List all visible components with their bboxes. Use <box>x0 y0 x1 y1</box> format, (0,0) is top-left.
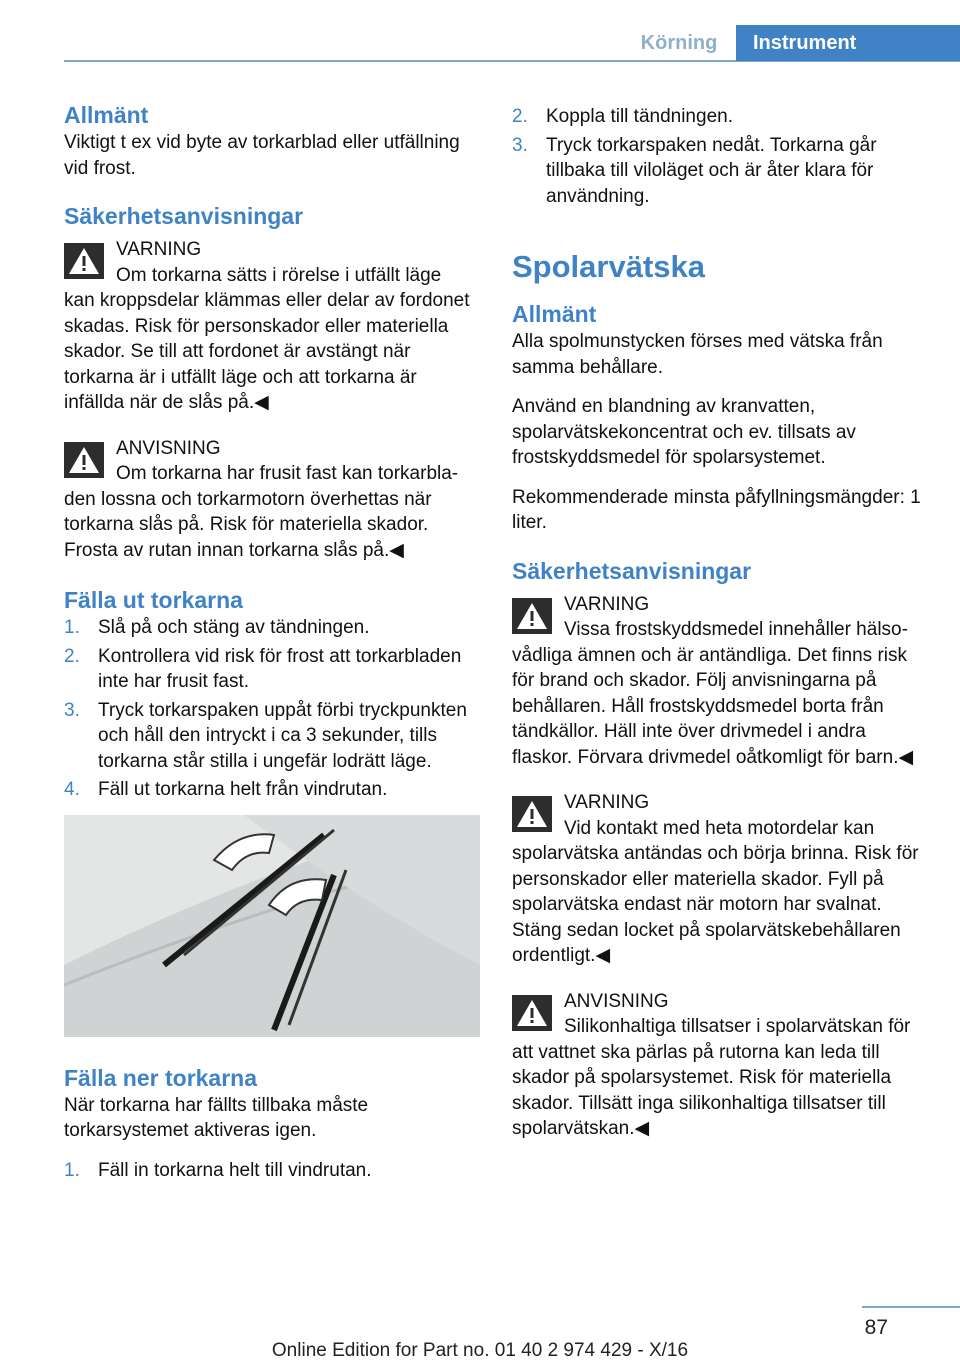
list-item: 1. Fäll in torkarna helt till vindrutan. <box>64 1159 372 1181</box>
warning-first-line: Vissa frostskyddsmedel innehåller hälso- <box>564 619 908 640</box>
warning-title: VARNING <box>564 792 650 813</box>
edition-footer: Online Edition for Part no. 01 40 2 974 429 - X/16 <box>271 1340 689 1361</box>
notice-title: ANVISNING <box>564 990 669 1012</box>
footer-rule <box>862 1306 960 1308</box>
warning-first-line: Om torkarna sätts i rörelse i utfällt läge <box>116 264 442 286</box>
tab-instrument[interactable]: Instrument <box>736 25 960 61</box>
list-item: 2. Koppla till tändningen. <box>512 106 733 127</box>
right-column <box>512 100 928 1156</box>
notice-text: den lossna och torkarmotorn överhettas när torkarna slås på. Risk för materiella skador. Frosta av rutan innan torkarna slås på.◀ <box>64 488 432 561</box>
general-text: Viktigt t ex vid byte av torkarblad eller utfällning vid frost. <box>64 132 460 179</box>
notice-title: ANVISNING <box>116 437 221 459</box>
notice-first-line: Om torkarna har frusit fast kan torkarbla- <box>116 463 459 484</box>
warning-block <box>64 237 482 416</box>
warning-triangle-icon <box>64 442 104 478</box>
warning-triangle-icon <box>512 995 552 1031</box>
left-column <box>64 100 482 1195</box>
foldout-steps <box>64 615 482 803</box>
folddown-heading: Fälla ner torkarna <box>64 1064 258 1091</box>
warning-triangle-icon <box>64 243 104 279</box>
notice-block <box>64 436 482 564</box>
notice-first-line: Silikonhaltiga tillsatser i spolarvätskan för <box>564 1016 911 1037</box>
list-item: 1. Slå på och stäng av tändningen. <box>64 617 370 638</box>
general-paragraph: Använd en blandning av kranvatten, spolarvätskekoncentrat och ev. tillsats av frostskyddsmedel för spolarsystemet. <box>512 396 856 468</box>
wiper-illustration <box>64 815 480 1037</box>
warning-text: vådliga ämnen och är antändliga. Det finns risk för brand och skador. Följ anvisningarna på behållaren. Håll frostskyddsmedel borta från tändkällor. Häll inte över drivmedel i andra flaskor. Förvara drivmedel oåtkomligt för barn.◀ <box>512 644 914 768</box>
list-item: 2. Kontrollera vid risk för frost att torkarbladen inte har frusit fast. <box>64 645 462 692</box>
list-item: 3. Tryck torkarspaken uppåt förbi tryckpunkten och håll den intryckt i ca 3 sekunder, tills torkarna står stilla i ungefär lodrätt läge. <box>64 699 467 772</box>
warning-title: VARNING <box>116 239 202 260</box>
list-item: 4. Fäll ut torkarna helt från vindrutan. <box>64 779 388 800</box>
warning-block <box>512 790 928 969</box>
warning-title: VARNING <box>564 593 650 615</box>
folddown-text: När torkarna har fällts tillbaka måste torkarsystemet aktiveras igen. <box>64 1094 369 1141</box>
section-title: Spolarvätska <box>512 249 705 284</box>
general-paragraph: Alla spolmunstycken förses med vätska från samma behållare. <box>512 331 883 378</box>
list-item: 3. Tryck torkarspaken nedåt. Torkarna går tillbaka till viloläget och är åter klara för användning. <box>512 134 877 207</box>
warning-text: spolarvätska antändas och börja brinna. Risk för personskador eller materiella skador. Fyll på spolarvätska endast när motorn har svalnat. Stäng sedan locket på spolarvätskebehållaren ordentligt.◀ <box>512 843 919 966</box>
general-heading: Allmänt <box>512 301 597 327</box>
safety-heading: Säkerhetsanvisningar <box>512 557 752 584</box>
safety-heading: Säkerhetsanvisningar <box>64 203 304 229</box>
general-paragraph: Rekommenderade minsta påfyllningsmängder: 1 liter. <box>512 486 921 533</box>
warning-block <box>512 592 928 771</box>
folddown-steps <box>64 1158 482 1184</box>
warning-triangle-icon <box>512 598 552 634</box>
general-heading: Allmänt <box>64 102 149 128</box>
notice-block <box>512 989 928 1142</box>
tab-korning[interactable]: Körning <box>640 31 718 54</box>
warning-first-line: Vid kontakt med heta motordelar kan <box>564 817 875 839</box>
continued-steps <box>512 104 928 209</box>
warning-triangle-icon <box>512 796 552 832</box>
foldout-heading: Fälla ut torkarna <box>64 587 243 613</box>
page-number: 87 <box>864 1316 888 1339</box>
warning-text: kan kroppsdelar klämmas eller delar av fordonet skadas. Risk för personskador eller materiella skador. Se till att fordonet är avstängt när torkarna är i utfällt läge och att torkarna är infällda när de slås på.◀ <box>64 290 470 413</box>
notice-text: att vattnet ska pärlas på rutorna kan leda till skador på spolarsystemet. Risk för materiella skador. Tillsätt inga silikonhaltiga tillsatser till spolarvätskan.◀ <box>512 1041 892 1139</box>
